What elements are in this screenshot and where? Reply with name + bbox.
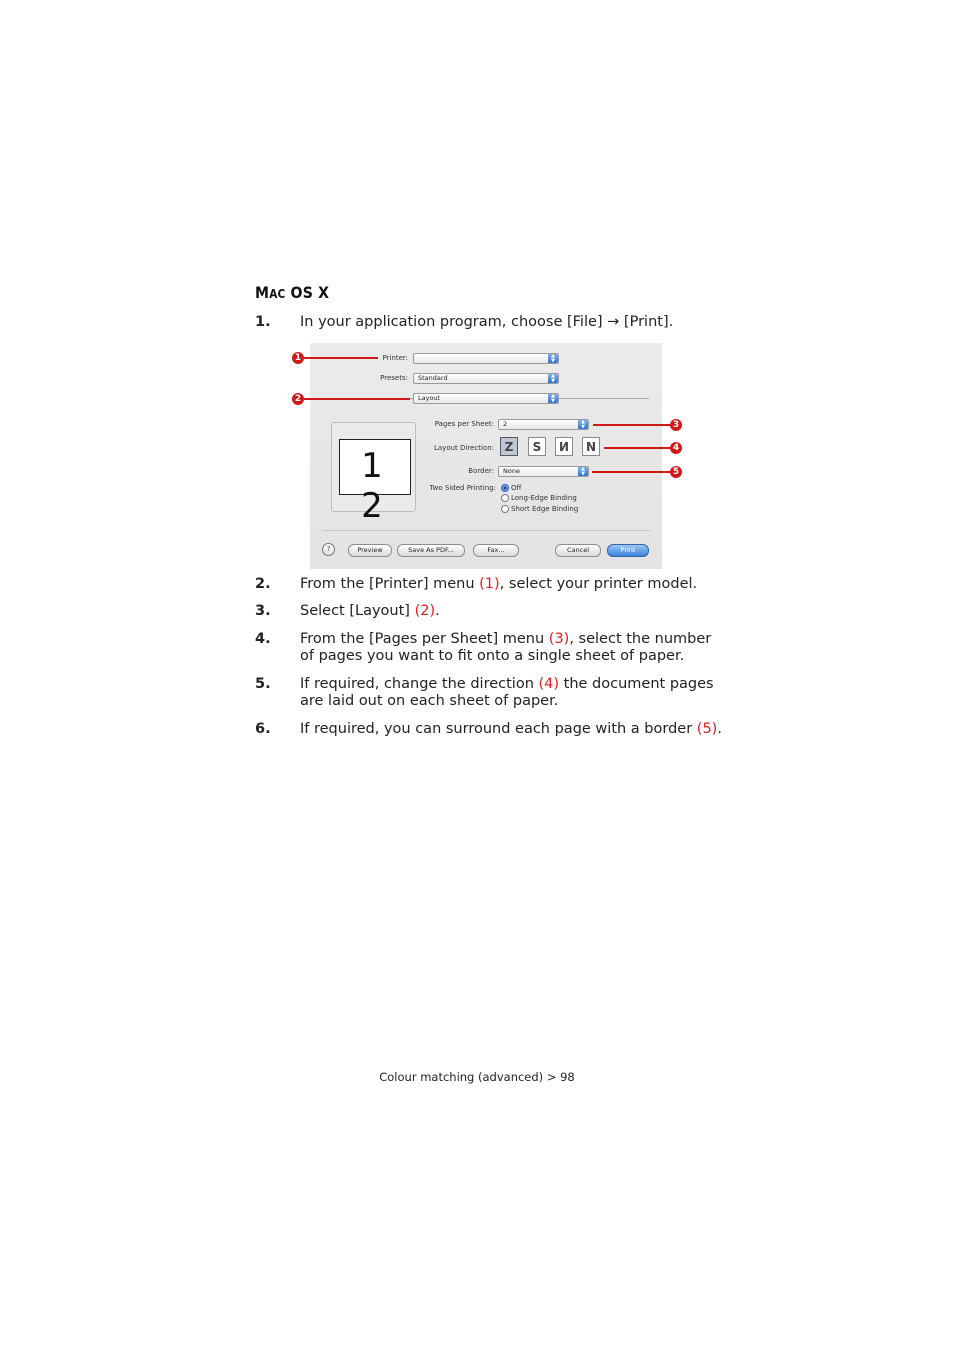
radio-off-label: Off <box>511 484 522 492</box>
panel-popup[interactable] <box>413 393 559 404</box>
step-text: If required, you can surround each page with a border (5). <box>300 721 722 737</box>
radio-short-edge-label: Short Edge Binding <box>511 505 579 513</box>
ref-5: (5) <box>696 721 718 737</box>
callout-badge-5: 5 <box>670 466 682 478</box>
preview-page <box>339 439 411 526</box>
button-bar-separator <box>322 530 650 531</box>
radio-short-edge[interactable] <box>501 505 509 513</box>
callout-line-1 <box>304 357 378 359</box>
border-popup[interactable] <box>498 466 589 477</box>
save-as-pdf-button[interactable]: Save As PDF... <box>397 544 465 557</box>
ref-2: (2) <box>414 603 436 619</box>
panel-value: Layout <box>418 394 441 402</box>
help-button[interactable]: ? <box>322 543 335 556</box>
popup-arrows-icon: ▲ ▼ <box>548 394 558 403</box>
step-number: 3. <box>255 603 271 619</box>
radio-long-edge[interactable] <box>501 494 509 502</box>
step-number: 1. <box>255 314 271 330</box>
border-value: None <box>503 467 520 475</box>
presets-value: Standard <box>418 374 448 382</box>
direction-s-button[interactable] <box>528 437 546 456</box>
preview-text: 1 2 <box>361 446 389 526</box>
layout-preview <box>331 422 416 526</box>
heading-small-caps: AC <box>269 287 286 301</box>
popup-arrows-icon: ▲ ▼ <box>578 467 588 476</box>
heading-first: M <box>255 283 270 302</box>
panel-separator-right <box>559 398 649 399</box>
step-number: 4. <box>255 631 271 647</box>
presets-label: Presets: <box>380 374 408 382</box>
step-number: 2. <box>255 576 271 592</box>
popup-arrows-icon: ▲ ▼ <box>578 420 588 429</box>
pages-per-sheet-value: 2 <box>503 420 508 428</box>
callout-line-5 <box>592 471 673 473</box>
callout-line-2 <box>304 398 410 400</box>
direction-s-icon: S <box>532 440 542 454</box>
printer-label: Printer: <box>382 354 408 362</box>
step-text: If required, change the direction (4) the document pages are laid out on each sheet of paper. <box>300 676 714 709</box>
layout-direction-label: Layout Direction: <box>433 444 494 452</box>
step-text: From the [Pages per Sheet] menu (3), select the number of pages you want to fit onto a single sheet of paper. <box>300 631 712 664</box>
callout-badge-3: 3 <box>670 419 682 431</box>
step-text: From the [Printer] menu (1), select your printer model. <box>300 576 698 592</box>
print-dialog <box>310 343 662 569</box>
ref-3: (3) <box>548 631 570 647</box>
radio-long-edge-label: Long-Edge Binding <box>511 494 577 502</box>
direction-n-icon: N <box>585 440 597 454</box>
direction-reverse-n-icon: N <box>558 440 570 454</box>
ref-4: (4) <box>538 676 560 692</box>
callout-badge-1: 1 <box>292 352 304 364</box>
pages-per-sheet-popup[interactable] <box>498 419 589 430</box>
callout-line-3 <box>593 424 673 426</box>
popup-arrows-icon: ▲ ▼ <box>548 374 558 383</box>
step-text: In your application program, choose [File] → [Print]. <box>300 314 674 330</box>
heading-suffix: OS X <box>285 283 330 302</box>
direction-n-button[interactable] <box>582 437 600 456</box>
page-footer: Colour matching (advanced) > 98 <box>379 1070 575 1084</box>
radio-off[interactable] <box>501 484 509 492</box>
direction-reverse-n-button[interactable] <box>555 437 573 456</box>
direction-z-button[interactable] <box>500 437 518 456</box>
two-sided-label: Two Sided Printing: <box>429 484 496 492</box>
section-heading <box>255 283 329 302</box>
ref-1: (1) <box>479 576 500 592</box>
step-number: 5. <box>255 676 271 692</box>
step-text: Select [Layout] (2). <box>300 603 440 619</box>
printer-popup[interactable] <box>413 353 559 364</box>
callout-line-4 <box>604 447 673 449</box>
preview-button[interactable]: Preview <box>348 544 392 557</box>
fax-button[interactable]: Fax... <box>473 544 519 557</box>
direction-z-icon: Z <box>504 440 514 454</box>
border-label: Border: <box>468 467 494 475</box>
print-button[interactable]: Print <box>607 544 649 557</box>
pages-per-sheet-label: Pages per Sheet: <box>434 420 494 428</box>
callout-badge-4: 4 <box>670 442 682 454</box>
presets-popup[interactable] <box>413 373 559 384</box>
callout-badge-2: 2 <box>292 393 304 405</box>
step-number: 6. <box>255 721 271 737</box>
cancel-button[interactable]: Cancel <box>555 544 601 557</box>
popup-arrows-icon: ▲ ▼ <box>548 354 558 363</box>
